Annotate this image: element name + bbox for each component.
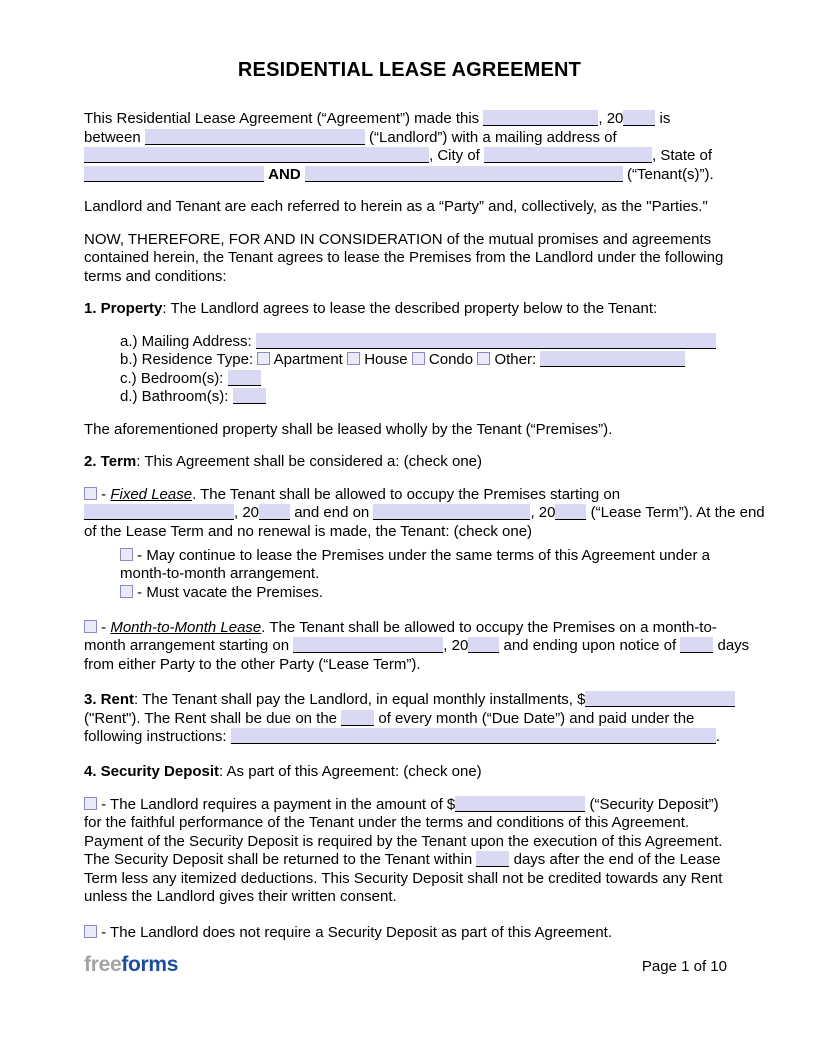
residence-type-house-checkbox[interactable] xyxy=(347,352,360,365)
text: , 20 xyxy=(234,504,260,521)
text: : This Agreement shall be considered a: (check one) xyxy=(136,453,482,470)
fixed-lease-checkbox[interactable] xyxy=(84,487,97,500)
text-line xyxy=(84,110,727,129)
text: Payment of the Security Deposit is required by the Tenant upon the execution of this Agreement. xyxy=(84,832,723,850)
residence-type-other-checkbox[interactable] xyxy=(477,352,490,365)
text-line xyxy=(84,833,727,852)
emphasized-text: Fixed Lease xyxy=(110,485,193,503)
page-footer xyxy=(84,953,727,977)
text-line xyxy=(84,129,727,148)
text-line xyxy=(120,370,727,389)
text: and ending upon notice of xyxy=(499,637,681,655)
text: : The Landlord agrees to lease the described property below to the Tenant: xyxy=(162,300,658,317)
text-line xyxy=(84,486,727,505)
text: , 20 xyxy=(530,504,556,521)
text: from either Party to the other Party (“Lease Term”). xyxy=(84,655,421,673)
text: Condo xyxy=(424,351,478,368)
security-deposit-amount[interactable] xyxy=(455,796,585,812)
text: b.) Residence Type: xyxy=(120,351,258,368)
freeforms-logo xyxy=(84,953,179,976)
month-to-month-clause xyxy=(84,618,750,675)
property-mailing-address[interactable] xyxy=(256,333,716,349)
premises-paragraph xyxy=(84,421,727,440)
text-line xyxy=(84,656,727,675)
text-line xyxy=(120,547,727,566)
document-title: RESIDENTIAL LEASE AGREEMENT xyxy=(237,59,582,81)
emphasized-text: Month-to-Month Lease xyxy=(110,618,262,636)
text-line xyxy=(84,166,727,185)
text-line xyxy=(84,763,727,782)
fixed-lease-end-year[interactable] xyxy=(555,504,586,520)
text: , 20 xyxy=(443,637,469,655)
continue-month-to-month-checkbox[interactable] xyxy=(120,548,133,561)
text-line xyxy=(84,198,727,217)
fixed-lease-end-options xyxy=(120,547,727,603)
residence-type-apartment-checkbox[interactable] xyxy=(257,352,270,365)
parties-paragraph xyxy=(84,198,727,217)
month-to-month-lease-checkbox[interactable] xyxy=(84,620,97,633)
text: Landlord and Tenant are each referred to herein as a “Party” and, collectively, as the "Parties." xyxy=(84,198,708,215)
text: , State of xyxy=(652,147,713,164)
text-line xyxy=(120,351,727,370)
text: . The Tenant shall be allowed to occupy the Premises starting on xyxy=(192,485,621,503)
text: (“Lease Term”). At the end xyxy=(586,504,765,521)
text-line xyxy=(120,565,727,584)
m2m-notice-days[interactable] xyxy=(680,637,713,653)
text: of every month (“Due Date”) and paid under the xyxy=(374,709,695,727)
text: (“Tenant(s)”). xyxy=(622,165,714,183)
text-line xyxy=(84,870,727,889)
text-line xyxy=(84,300,727,319)
text: (“Security Deposit”) xyxy=(585,795,719,813)
bedrooms-count[interactable] xyxy=(228,370,261,386)
must-vacate-checkbox[interactable] xyxy=(120,585,133,598)
text-line xyxy=(84,814,727,833)
text-line xyxy=(84,851,727,870)
text-line xyxy=(84,231,727,250)
text-line xyxy=(84,796,727,815)
text-line xyxy=(120,333,727,352)
payment-instructions[interactable] xyxy=(231,728,716,744)
m2m-start-year[interactable] xyxy=(468,637,499,653)
m2m-start-date[interactable] xyxy=(293,637,443,653)
text-line xyxy=(120,388,727,407)
bold-text: 3. Rent xyxy=(84,691,135,709)
text-line xyxy=(84,728,727,747)
text: ("Rent"). The Rent shall be due on the xyxy=(84,709,342,727)
landlord-state[interactable] xyxy=(84,166,264,182)
residence-type-condo-checkbox[interactable] xyxy=(412,352,425,365)
text-line xyxy=(84,710,727,729)
bold-text: AND xyxy=(268,165,301,183)
text: days after the end of the Lease xyxy=(509,851,721,869)
security-deposit-required-clause xyxy=(84,796,727,907)
text-line xyxy=(84,637,750,656)
fixed-lease-start-date[interactable] xyxy=(84,504,234,520)
text-line xyxy=(84,888,727,907)
text-line xyxy=(120,584,727,603)
text: contained herein, the Tenant agrees to lease the Premises from the Landlord under the following xyxy=(84,249,724,266)
bathrooms-count[interactable] xyxy=(233,388,266,404)
text: between xyxy=(84,128,145,146)
text: and end on xyxy=(290,504,374,521)
text: - xyxy=(97,618,111,636)
text: (“Landlord”) with a mailing address of xyxy=(364,128,617,146)
text: , City of xyxy=(429,147,485,164)
text: The Security Deposit shall be returned to the Tenant within xyxy=(84,851,477,869)
bold-text: 2. Term xyxy=(84,453,137,470)
text: NOW, THEREFORE, FOR AND IN CONSIDERATION of the mutual promises and agreements xyxy=(84,230,712,248)
text: This Residential Lease Agreement (“Agreement”) made this xyxy=(84,110,484,127)
residence-type-other[interactable] xyxy=(540,351,685,367)
text: - The Landlord requires a payment in the amount of $ xyxy=(97,795,456,813)
tenant-names[interactable] xyxy=(305,166,623,182)
text: Other: xyxy=(490,351,541,368)
consideration-paragraph xyxy=(84,231,727,287)
document-body xyxy=(84,110,765,942)
text: The aforementioned property shall be leased wholly by the Tenant (“Premises”). xyxy=(84,420,613,438)
text: unless the Landlord gives their written consent. xyxy=(84,888,397,906)
text: of the Lease Term and no renewal is made, the Tenant: (check one) xyxy=(84,522,533,540)
text-line xyxy=(84,147,727,166)
text: for the faithful performance of the Tenant under the terms and conditions of this Agreement. xyxy=(84,814,690,832)
text: : As part of this Agreement: (check one) xyxy=(219,763,482,781)
text: month arrangement starting on xyxy=(84,637,294,655)
bold-text: 1. Property xyxy=(84,300,163,317)
section-2-term-heading xyxy=(84,453,727,472)
rent-due-day[interactable] xyxy=(341,710,374,726)
text: - The Landlord does not require a Security Deposit as part of this Agreement. xyxy=(97,923,613,941)
property-details-list xyxy=(120,333,727,407)
agreement-year[interactable] xyxy=(623,110,655,126)
landlord-name[interactable] xyxy=(145,129,365,145)
deposit-return-days[interactable] xyxy=(476,851,509,867)
landlord-street-address[interactable] xyxy=(84,147,429,163)
landlord-city[interactable] xyxy=(484,147,652,163)
text: following instructions: xyxy=(84,728,231,746)
text: d.) Bathroom(s): xyxy=(120,388,233,405)
fixed-lease-clause xyxy=(84,485,765,542)
agreement-date[interactable] xyxy=(483,110,598,126)
section-1-property-heading xyxy=(84,300,727,319)
text: c.) Bedroom(s): xyxy=(120,369,228,387)
text: . xyxy=(715,728,720,746)
text: Apartment xyxy=(270,351,348,368)
text-line xyxy=(84,924,727,943)
text: Term less any itemized deductions. This Security Deposit shall not be credited towards any Rent xyxy=(84,869,723,887)
text-line xyxy=(84,268,727,287)
security-deposit-not-required-clause xyxy=(84,924,727,943)
text: is xyxy=(655,110,671,127)
logo-forms-text: forms xyxy=(121,953,179,976)
text: , 20 xyxy=(598,110,624,127)
logo-free-text: free xyxy=(84,953,122,976)
text-line xyxy=(84,453,727,472)
text: a.) Mailing Address: xyxy=(120,332,256,350)
text: month-to-month arrangement. xyxy=(120,565,320,583)
bold-text: 4. Security Deposit xyxy=(84,763,220,781)
fixed-lease-start-year[interactable] xyxy=(259,504,290,520)
section-3-rent-clause xyxy=(84,691,727,747)
text-line xyxy=(84,691,727,710)
page-number: Page 1 of 10 xyxy=(641,958,727,975)
text: House xyxy=(360,351,412,368)
intro-paragraph xyxy=(84,110,727,184)
text: : The Tenant shall pay the Landlord, in equal monthly installments, $ xyxy=(134,691,586,709)
text: days xyxy=(713,637,750,655)
text-line xyxy=(84,523,727,542)
text: - xyxy=(97,485,111,503)
text: terms and conditions: xyxy=(84,267,227,285)
monthly-rent-amount[interactable] xyxy=(585,691,735,707)
text: - May continue to lease the Premises under the same terms of this Agreement under a xyxy=(133,546,710,564)
section-4-security-deposit-heading xyxy=(84,763,727,782)
security-deposit-not-required-checkbox[interactable] xyxy=(84,925,97,938)
security-deposit-required-checkbox[interactable] xyxy=(84,797,97,810)
text-line xyxy=(84,249,727,268)
text-line xyxy=(84,504,765,523)
text-line xyxy=(84,619,727,638)
text: . The Tenant shall be allowed to occupy the Premises on a month-to- xyxy=(261,618,717,636)
fixed-lease-end-date[interactable] xyxy=(373,504,530,520)
text: - Must vacate the Premises. xyxy=(133,583,324,601)
text-line xyxy=(84,421,727,440)
